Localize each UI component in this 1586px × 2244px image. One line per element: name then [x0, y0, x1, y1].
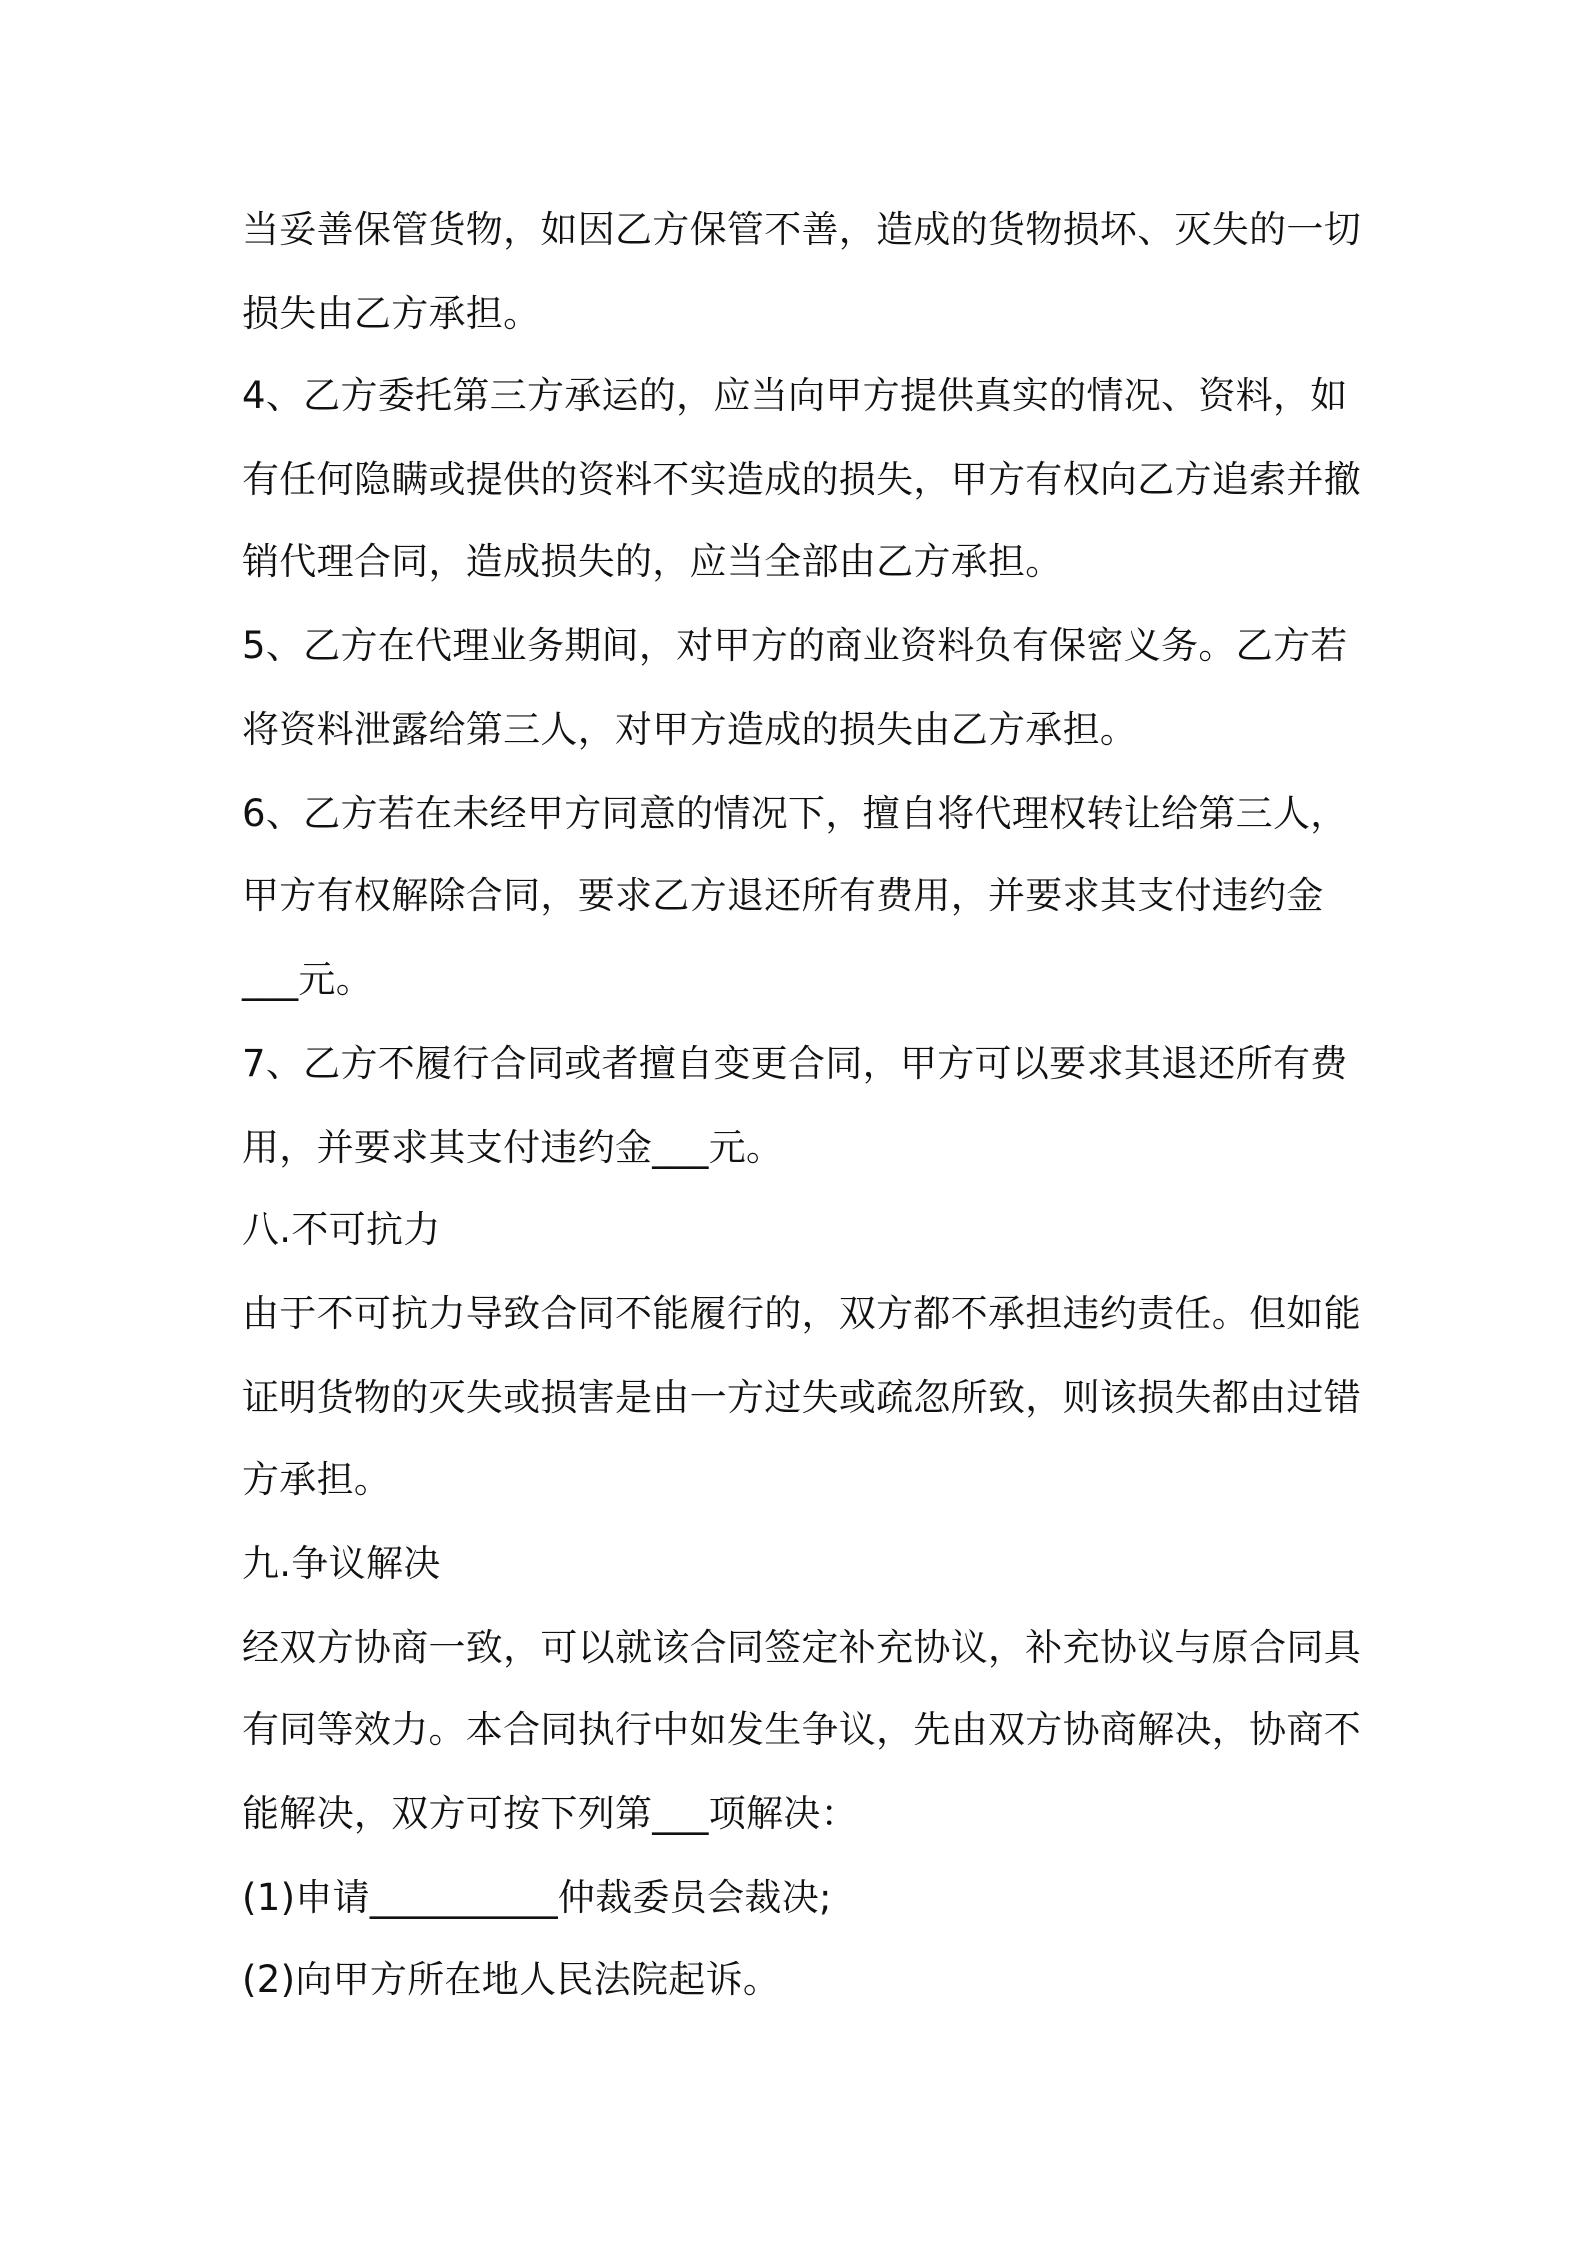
clause-7-line: 用，并要求其支付违约金___元。 [242, 1126, 784, 1169]
section-heading-force-majeure: 八.不可抗力 [242, 1208, 441, 1251]
clause-5-line: 将资料泄露给第三人，对甲方造成的损失由乙方承担。 [242, 708, 1138, 751]
paragraph-line: 损失由乙方承担。 [242, 292, 541, 335]
dispute-option-1: (1)申请__________仲裁委员会裁决; [242, 1876, 832, 1919]
clause-6-line: 甲方有权解除合同，要求乙方退还所有费用，并要求其支付违约金 [242, 874, 1324, 917]
clause-6-line: ___元。 [242, 958, 373, 1001]
force-majeure-line: 由于不可抗力导致合同不能履行的，双方都不承担违约责任。但如能 [242, 1292, 1361, 1335]
dispute-option-2: (2)向甲方所在地人民法院起诉。 [242, 1958, 781, 2001]
clause-4-line: 有任何隐瞒或提供的资料不实造成的损失，甲方有权向乙方追索并撤 [242, 458, 1361, 501]
clause-4-line: 销代理合同，造成损失的，应当全部由乙方承担。 [242, 540, 1063, 583]
dispute-line: 能解决，双方可按下列第___项解决： [242, 1792, 858, 1835]
clause-6-line: 6、乙方若在未经甲方同意的情况下，擅自将代理权转让给第三人， [242, 792, 1348, 835]
section-heading-dispute-resolution: 九.争议解决 [242, 1542, 441, 1585]
paragraph-line: 当妥善保管货物，如因乙方保管不善，造成的货物损坏、灭失的一切 [242, 208, 1361, 251]
clause-5-line: 5、乙方在代理业务期间，对甲方的商业资料负有保密义务。乙方若 [242, 624, 1348, 667]
force-majeure-line: 证明货物的灭失或损害是由一方过失或疏忽所致，则该损失都由过错 [242, 1376, 1361, 1419]
clause-4-line: 4、乙方委托第三方承运的，应当向甲方提供真实的情况、资料，如 [242, 374, 1348, 417]
force-majeure-line: 方承担。 [242, 1458, 392, 1501]
dispute-line: 经双方协商一致，可以就该合同签定补充协议，补充协议与原合同具 [242, 1626, 1361, 1669]
clause-7-line: 7、乙方不履行合同或者擅自变更合同，甲方可以要求其退还所有费 [242, 1042, 1348, 1085]
dispute-line: 有同等效力。本合同执行中如发生争议，先由双方协商解决，协商不 [242, 1708, 1361, 1751]
